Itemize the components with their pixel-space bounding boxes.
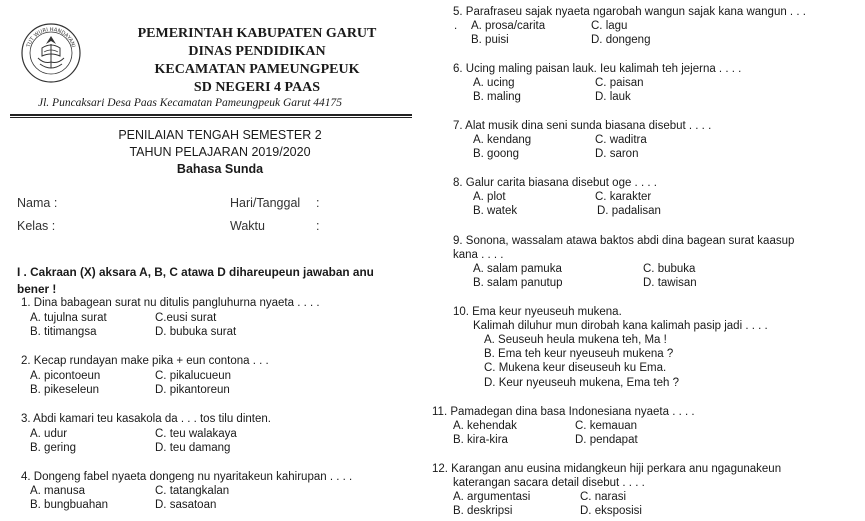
exam-subject: Bahasa Sunda bbox=[176, 162, 264, 176]
question-9-text: 9. Sonona, wassalam atawa baktos abdi dina bagean surat kaasup bbox=[453, 235, 795, 247]
question-8-text: 8. Galur carita biasana disebut oge . . . . bbox=[453, 177, 657, 189]
question-3-option-d: D. teu damang bbox=[155, 442, 231, 454]
question-5-option-a: A. prosa/carita bbox=[471, 20, 546, 32]
header-department: DINAS PENDIDIKAN bbox=[188, 44, 326, 59]
school-logo bbox=[20, 22, 82, 89]
question-2-text: 2. Kecap rundayan make pika + eun contona . . . bbox=[21, 355, 269, 367]
question-7-option-c: C. waditra bbox=[595, 134, 647, 146]
question-5-option-c: C. lagu bbox=[591, 20, 628, 32]
question-10-text: 10. Ema keur nyeuseuh mukena. bbox=[453, 306, 622, 318]
question-8-option-a: A. plot bbox=[473, 191, 506, 203]
question-6-option-c: C. paisan bbox=[595, 77, 644, 89]
question-12-option-b: B. deskripsi bbox=[453, 505, 513, 517]
question-4-option-b: B. bungbuahan bbox=[30, 499, 109, 511]
question-8-option-c: C. karakter bbox=[595, 191, 652, 203]
header-divider bbox=[10, 114, 412, 116]
exam-year: TAHUN PELAJARAN 2019/2020 bbox=[129, 145, 311, 159]
question-1-option-a: A. tujulna surat bbox=[30, 312, 107, 324]
question-11-option-d: D. pendapat bbox=[575, 434, 638, 446]
question-10-text-cont: Kalimah diluhur mun dirobah kana kalimah pasip jadi . . . . bbox=[473, 320, 768, 332]
question-1-option-d: D. bubuka surat bbox=[155, 326, 237, 338]
question-9-text-cont: kana . . . . bbox=[453, 249, 504, 261]
header-address: Jl. Puncaksari Desa Paas Kecamatan Pameungpeuk Garut 44175 bbox=[38, 97, 343, 109]
question-9-option-a: A. salam pamuka bbox=[473, 263, 562, 275]
field-class-label: Kelas : bbox=[17, 219, 56, 233]
question-3-option-b: B. gering bbox=[30, 442, 77, 454]
question-9-option-d: D. tawisan bbox=[643, 277, 697, 289]
question-7-option-b: B. goong bbox=[473, 148, 520, 160]
question-5-text: 5. Parafraseu sajak nyaeta ngarobah wangun sajak kana wangun . . . bbox=[453, 6, 806, 18]
question-11-option-b: B. kira-kira bbox=[453, 434, 508, 446]
question-2-option-b: B. pikeseleun bbox=[30, 384, 100, 396]
question-9-option-c: C. bubuka bbox=[643, 263, 696, 275]
question-7-option-d: D. saron bbox=[595, 148, 639, 160]
question-3-option-c: C. teu walakaya bbox=[155, 428, 237, 440]
question-5-dot: . bbox=[454, 20, 458, 32]
question-4-option-c: C. tatangkalan bbox=[155, 485, 230, 497]
header-government: PEMERINTAH KABUPATEN GARUT bbox=[137, 26, 377, 41]
instruction-line2: bener ! bbox=[17, 282, 57, 296]
question-5-option-d: D. dongeng bbox=[591, 34, 651, 46]
question-11-option-c: C. kemauan bbox=[575, 420, 638, 432]
exam-title: PENILAIAN TENGAH SEMESTER 2 bbox=[118, 128, 322, 142]
question-8-option-b: B. watek bbox=[473, 205, 518, 217]
question-4-option-a: A. manusa bbox=[30, 485, 85, 497]
question-8-option-d: D. padalisan bbox=[597, 205, 661, 217]
question-6-text: 6. Ucing maling paisan lauk. Ieu kalimah teh jejerna . . . . bbox=[453, 63, 742, 75]
question-11-option-a: A. kehendak bbox=[453, 420, 517, 432]
logo-text: TUT WURI HANDAYANI bbox=[25, 26, 77, 49]
question-1-option-b: B. titimangsa bbox=[30, 326, 97, 338]
question-12-option-a: A. argumentasi bbox=[453, 491, 531, 503]
instruction-line1: I . Cakraan (X) aksara A, B, C atawa D dihareupeun jawaban anu bbox=[17, 265, 374, 279]
question-7-text: 7. Alat musik dina seni sunda biasana disebut . . . . bbox=[453, 120, 712, 132]
question-9-option-b: B. salam panutup bbox=[473, 277, 563, 289]
header-school: SD NEGERI 4 PAAS bbox=[193, 80, 321, 95]
field-name-label: Nama : bbox=[17, 196, 58, 210]
field-date-label: Hari/Tanggal bbox=[230, 196, 301, 210]
question-2-option-d: D. pikantoreun bbox=[155, 384, 230, 396]
question-10-option-c: C. Mukena keur diseuseuh ku Ema. bbox=[484, 362, 667, 374]
question-10-option-a: A. Seuseuh heula mukena teh, Ma ! bbox=[484, 334, 667, 346]
question-2-option-a: A. picontoeun bbox=[30, 370, 101, 382]
question-2-option-c: C. pikalucueun bbox=[155, 370, 232, 382]
field-time-label: Waktu bbox=[230, 219, 265, 233]
question-1-text: 1. Dina babagean surat nu ditulis pangluhurna nyaeta . . . . bbox=[21, 297, 320, 309]
question-4-text: 4. Dongeng fabel nyaeta dongeng nu nyaritakeun kahirupan . . . . bbox=[21, 471, 353, 483]
question-4-option-d: D. sasatoan bbox=[155, 499, 217, 511]
question-12-text-cont: katerangan sacara detail disebut . . . . bbox=[453, 477, 645, 489]
header-divider-thin bbox=[10, 117, 412, 118]
question-12-text: 12. Karangan anu eusina midangkeun hiji perkara anu ngagunakeun bbox=[432, 463, 782, 475]
question-10-option-d: D. Keur nyeuseuh mukena, Ema teh ? bbox=[484, 377, 679, 389]
question-10-option-b: B. Ema teh keur nyeuseuh mukena ? bbox=[484, 348, 674, 360]
question-12-option-d: D. eksposisi bbox=[580, 505, 642, 517]
field-time-colon: : bbox=[316, 219, 320, 233]
question-1-option-c: C.eusi surat bbox=[155, 312, 217, 324]
question-12-option-c: C. narasi bbox=[580, 491, 627, 503]
question-6-option-b: B. maling bbox=[473, 91, 521, 103]
header-district: KECAMATAN PAMEUNGPEUK bbox=[154, 62, 360, 77]
question-3-option-a: A. udur bbox=[30, 428, 68, 440]
question-3-text: 3. Abdi kamari teu kasakola da . . . tos tilu dinten. bbox=[21, 413, 271, 425]
question-7-option-a: A. kendang bbox=[473, 134, 532, 146]
field-date-colon: : bbox=[316, 196, 320, 210]
question-11-text: 11. Pamadegan dina basa Indonesiana nyaeta . . . . bbox=[432, 406, 695, 418]
question-5-option-b: B. puisi bbox=[471, 34, 509, 46]
question-6-option-a: A. ucing bbox=[473, 77, 515, 89]
question-6-option-d: D. lauk bbox=[595, 91, 631, 103]
